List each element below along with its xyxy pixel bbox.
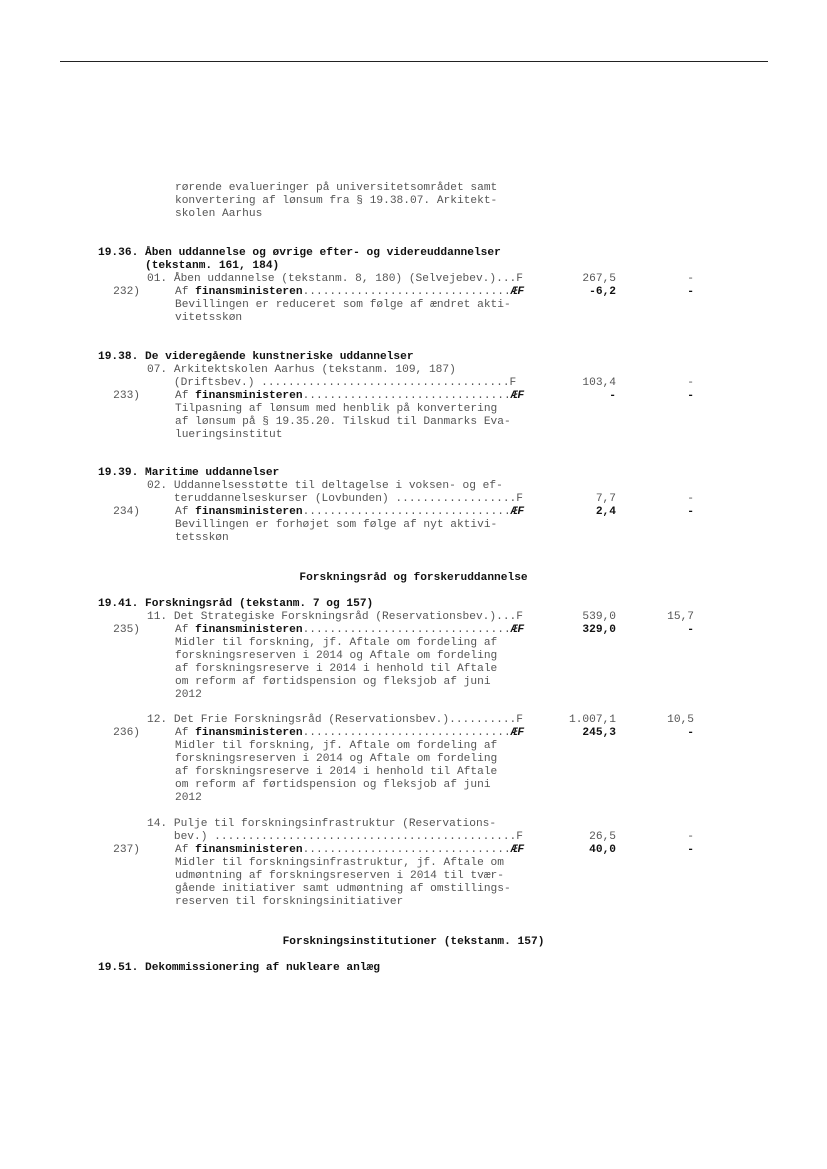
note-line: 2012 <box>175 689 202 701</box>
change-col1: 329,0 <box>582 624 616 636</box>
change-col2: - <box>687 624 694 636</box>
item-line: 02. Uddannelsesstøtte til deltagelse i voksen- og ef- <box>147 480 503 492</box>
note-line: 2012 <box>175 792 202 804</box>
note-line: om reform af førtidspension og fleksjob af juni <box>175 779 491 791</box>
note-line: om reform af førtidspension og fleksjob af juni <box>175 676 491 688</box>
af-line: Af finansministeren...............................ÆF <box>175 506 525 518</box>
note-line: af forskningsreserve i 2014 i henhold til Aftale <box>175 766 498 778</box>
change-col1: 40,0 <box>589 844 616 856</box>
amount-col1: 103,4 <box>582 377 616 389</box>
group-heading: Forskningsråd og forskeruddannelse <box>299 572 528 584</box>
change-col1: 2,4 <box>595 506 616 518</box>
af-line: Af finansministeren...............................ÆF <box>175 286 525 298</box>
change-col2: - <box>687 844 694 856</box>
note-reference: 236) <box>113 727 140 739</box>
item-line: teruddannelseskurser (Lovbunden) ..................F <box>147 493 523 505</box>
intro-line: konvertering af lønsum fra § 19.38.07. Arkitekt- <box>175 195 498 207</box>
intro-line: rørende evalueringer på universitetsområdet samt <box>175 182 498 194</box>
section-heading-19-39: 19.39. Maritime uddannelser <box>98 467 280 479</box>
change-col1: -6,2 <box>589 286 616 298</box>
section-heading-19-51: 19.51. Dekommissionering af nukleare anlæg <box>98 962 380 974</box>
section-heading-19-41: 19.41. Forskningsråd (tekstanm. 7 og 157) <box>98 598 374 610</box>
note-line: udmøntning af forskningsreserven i 2014 til tvær- <box>175 870 504 882</box>
af-line: Af finansministeren...............................ÆF <box>175 390 525 402</box>
change-col1: 245,3 <box>582 727 616 739</box>
item-line: 11. Det Strategiske Forskningsråd (Reservationsbev.)...F <box>147 611 523 623</box>
amount-col1: 1.007,1 <box>569 714 616 726</box>
note-line: gående initiativer samt udmøntning af omstillings- <box>175 883 511 895</box>
af-line: Af finansministeren...............................ÆF <box>175 727 525 739</box>
amount-col1: 539,0 <box>582 611 616 623</box>
item-line: bev.) .............................................F <box>147 831 523 843</box>
note-line: forskningsreserven i 2014 og Aftale om fordeling <box>175 650 498 662</box>
amount-col2: - <box>687 493 694 505</box>
amount-col1: 267,5 <box>582 273 616 285</box>
section-heading-19-38: 19.38. De videregående kunstneriske uddannelser <box>98 351 414 363</box>
group-heading: Forskningsinstitutioner (tekstanm. 157) <box>282 936 545 948</box>
amount-col2: 10,5 <box>667 714 694 726</box>
note-reference: 234) <box>113 506 140 518</box>
header-rule <box>60 61 768 62</box>
note-line: Midler til forskning, jf. Aftale om fordeling af <box>175 740 498 752</box>
amount-col2: - <box>687 273 694 285</box>
change-col2: - <box>687 727 694 739</box>
note-reference: 233) <box>113 390 140 402</box>
change-col1: - <box>609 390 616 402</box>
note-line: Tilpasning af lønsum med henblik på konvertering <box>175 403 498 415</box>
amount-col1: 7,7 <box>595 493 616 505</box>
item-line: 07. Arkitektskolen Aarhus (tekstanm. 109, 187) <box>147 364 456 376</box>
item-line: 01. Åben uddannelse (tekstanm. 8, 180) (Selvejebev.)...F <box>147 273 523 285</box>
amount-col1: 26,5 <box>589 831 616 843</box>
item-line: 12. Det Frie Forskningsråd (Reservationsbev.)..........F <box>147 714 523 726</box>
note-line: vitetsskøn <box>175 312 243 324</box>
change-col2: - <box>687 506 694 518</box>
section-heading-19-36: 19.36. Åben uddannelse og øvrige efter- og videreuddannelser <box>98 247 501 259</box>
note-line: af forskningsreserve i 2014 i henhold til Aftale <box>175 663 498 675</box>
amount-col2: - <box>687 831 694 843</box>
intro-line: skolen Aarhus <box>175 208 263 220</box>
note-reference: 232) <box>113 286 140 298</box>
change-col2: - <box>687 390 694 402</box>
note-line: Midler til forskningsinfrastruktur, jf. Aftale om <box>175 857 504 869</box>
note-line: lueringsinstitut <box>175 429 283 441</box>
note-line: Midler til forskning, jf. Aftale om fordeling af <box>175 637 498 649</box>
change-col2: - <box>687 286 694 298</box>
af-line: Af finansministeren...............................ÆF <box>175 624 525 636</box>
note-line: af lønsum på § 19.35.20. Tilskud til Danmarks Eva- <box>175 416 511 428</box>
note-reference: 237) <box>113 844 140 856</box>
note-line: tetsskøn <box>175 532 229 544</box>
amount-col2: 15,7 <box>667 611 694 623</box>
note-reference: 235) <box>113 624 140 636</box>
af-line: Af finansministeren...............................ÆF <box>175 844 525 856</box>
section-heading-19-36-sub: (tekstanm. 161, 184) <box>98 260 280 272</box>
amount-col2: - <box>687 377 694 389</box>
item-line: 14. Pulje til forskningsinfrastruktur (Reservations- <box>147 818 497 830</box>
note-line: Bevillingen er forhøjet som følge af nyt aktivi- <box>175 519 498 531</box>
note-line: Bevillingen er reduceret som følge af ændret akti- <box>175 299 511 311</box>
item-line: (Driftsbev.) .....................................F <box>147 377 517 389</box>
note-line: forskningsreserven i 2014 og Aftale om fordeling <box>175 753 498 765</box>
note-line: reserven til forskningsinitiativer <box>175 896 404 908</box>
